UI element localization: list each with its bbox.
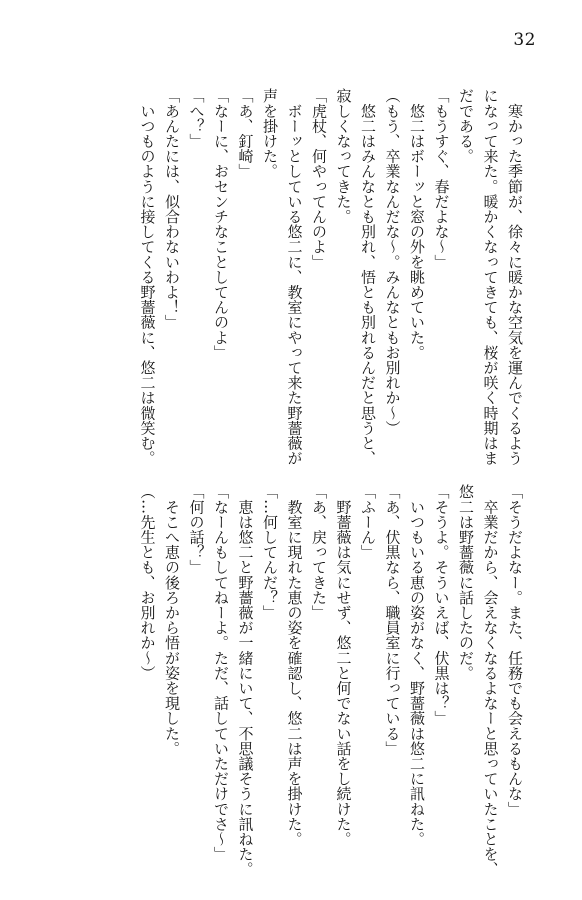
- text-line: 「なーに、おセンチなことしてんのよ」: [212, 88, 230, 360]
- text-line: 「…何してんだ？」: [261, 484, 279, 620]
- text-line: 恵は悠二と野薔薇が一緒にいて、不思議そうに訊ねた。: [236, 484, 255, 877]
- text-line: 教室に現れた恵の姿を確認し、悠二は声を掛けた。: [285, 484, 304, 847]
- text-line: 「もうすぐ、春だよな〜」: [432, 88, 451, 270]
- text-line: 野薔薇は気にせず、悠二と何でない話をし続けた。: [334, 484, 353, 847]
- text-line: 「そうよ。そういえば、伏黒は？」: [432, 484, 451, 726]
- text-line: （…先生とも、お別れか〜）: [138, 484, 157, 681]
- text-block-upper: [135, 88, 527, 466]
- text-line: 声を掛けた。: [261, 88, 279, 179]
- text-line: 寂しくなってきた。: [334, 88, 353, 224]
- text-line: 「へ？」: [187, 88, 206, 149]
- text-line: 「何の話？」: [187, 484, 206, 575]
- text-line: 「虎杖、何やってんのよ」: [310, 88, 328, 270]
- text-line: 「なーんもしてねーよ。ただ、話していただけでさ〜」: [212, 484, 230, 862]
- text-line: 「あ、伏黒なら、職員室に行っている」: [383, 484, 402, 756]
- text-line: ボーッとしている悠二に、教室にやって来た野薔薇が: [285, 88, 304, 466]
- text-line: いつものように接してくる野薔薇に、悠二は微笑む。: [138, 88, 157, 466]
- text-line: 寒かった季節が、徐々に暖かな空気を運んでくるよう: [506, 88, 524, 466]
- text-line: だである。: [457, 88, 475, 164]
- page-number: 32: [513, 30, 536, 50]
- text-line: そこへ恵の後ろから悟が姿を現した。: [163, 484, 181, 756]
- text-line: 「ふーん」: [359, 484, 377, 560]
- text-line: 「あ、戻ってきた」: [310, 484, 328, 620]
- text-line: 悠二は野薔薇に話したのだ。: [457, 484, 475, 681]
- text-line: いつもいる恵の姿がなく、野薔薇は悠二に訊ねた。: [408, 484, 426, 847]
- text-line: になって来た。暖かくなってきても、桜が咲く時期はま: [481, 88, 500, 466]
- text-line: 卒業だから、会えなくなるよなーと思っていたことを、: [481, 484, 500, 877]
- text-line: 悠二はみんなとも別れ、悟とも別れるんだと思うと、: [359, 88, 377, 466]
- text-line: 「あ、釘崎」: [236, 88, 255, 179]
- text-block-lower: [135, 484, 527, 877]
- text-line: 「そうだよなー。また、任務でも会えるもんな」: [506, 484, 524, 817]
- text-line: （もう、卒業なんだな〜。みんなともお別れか〜）: [383, 88, 402, 436]
- text-line: 悠二はボーッと窓の外を眺めていた。: [408, 88, 426, 360]
- text-line: 「あんたには、似合わないわよ！」: [163, 88, 181, 330]
